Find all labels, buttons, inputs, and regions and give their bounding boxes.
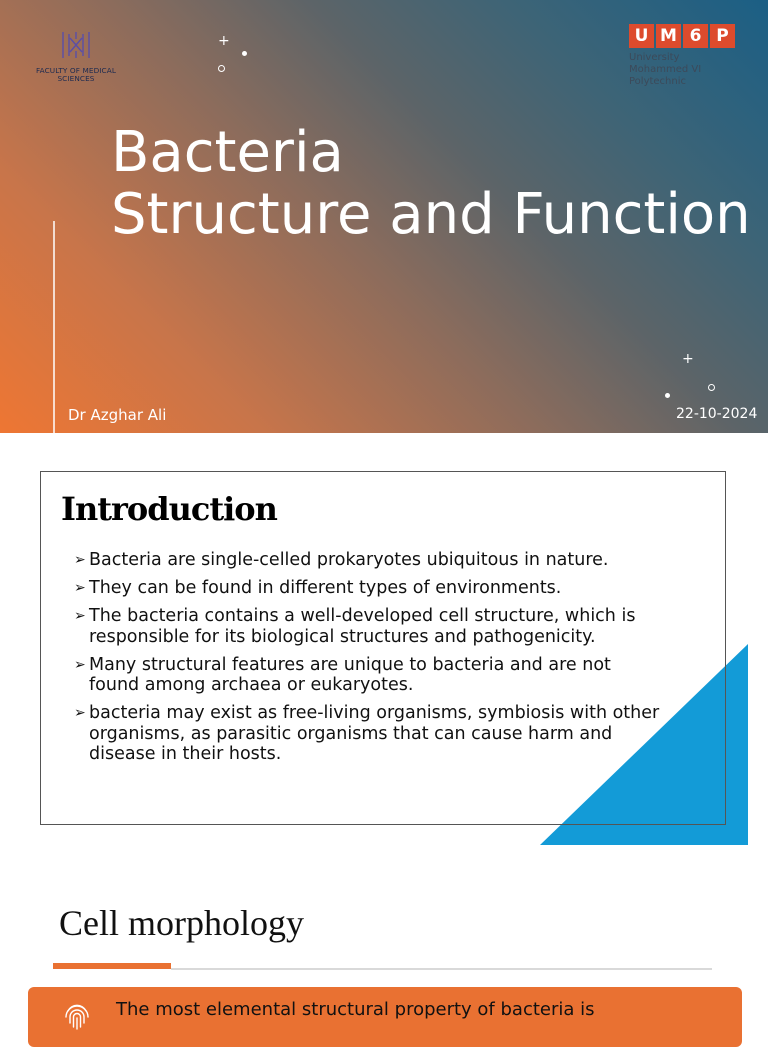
bullet-item: ➢ The bacteria contains a well-developed cell structure, which is responsible for its biological structures and pathogenicity. (74, 606, 664, 647)
faculty-logo-icon (60, 30, 92, 60)
um6p-letter: 6 (683, 24, 708, 48)
dot-decoration-icon (665, 393, 670, 398)
dot-decoration-icon (242, 51, 247, 56)
card-text: The most elemental structural property of bacteria is (116, 999, 595, 1020)
fingerprint-icon (62, 1001, 92, 1031)
faculty-logo-text (26, 67, 126, 83)
ring-decoration-icon (218, 65, 225, 72)
plus-decoration-icon: + (218, 33, 230, 49)
ring-decoration-icon (708, 384, 715, 391)
vertical-divider (53, 221, 55, 433)
um6p-letters (629, 24, 735, 48)
title-slide (0, 0, 768, 433)
introduction-slide (40, 471, 726, 825)
faculty-logo-line-2: SCIENCES (57, 74, 95, 83)
slide-title (111, 122, 751, 246)
introduction-bullet-list (74, 550, 664, 772)
bullet-item: ➢ Bacteria are single-celled prokaryotes ubiquitous in nature. (74, 550, 664, 571)
bullet-item: ➢ bacteria may exist as free-living organisms, symbiosis with other organisms, as parasitic organisms that can cause harm and disease in their hosts. (74, 703, 664, 765)
title-line-2: Structure and Function (111, 182, 751, 247)
um6p-letter: M (656, 24, 681, 48)
bullet-item: ➢ They can be found in different types of environments. (74, 578, 664, 599)
um6p-sub-line: Polytechnic (629, 76, 687, 87)
title-underline (171, 968, 712, 970)
presentation-date: 22-10-2024 (676, 406, 758, 422)
um6p-letter: U (629, 24, 654, 48)
plus-decoration-icon: + (682, 351, 694, 367)
cell-morphology-title: Cell morphology (59, 903, 304, 943)
morphology-card (28, 987, 742, 1047)
um6p-sub-line: Mohammed VI (629, 64, 702, 75)
um6p-subtitle (629, 52, 735, 88)
um6p-logo (629, 24, 735, 88)
faculty-logo-line-1: FACULTY OF MEDICAL (35, 66, 116, 75)
title-accent-bar (53, 963, 171, 969)
um6p-letter: P (710, 24, 735, 48)
title-line-1: Bacteria (111, 120, 344, 185)
introduction-title: Introduction (61, 490, 277, 528)
bullet-item: ➢ Many structural features are unique to bacteria and are not found among archaea or eukaryotes. (74, 655, 664, 696)
um6p-sub-line: University (629, 52, 680, 63)
author-name: Dr Azghar Ali (68, 406, 167, 424)
